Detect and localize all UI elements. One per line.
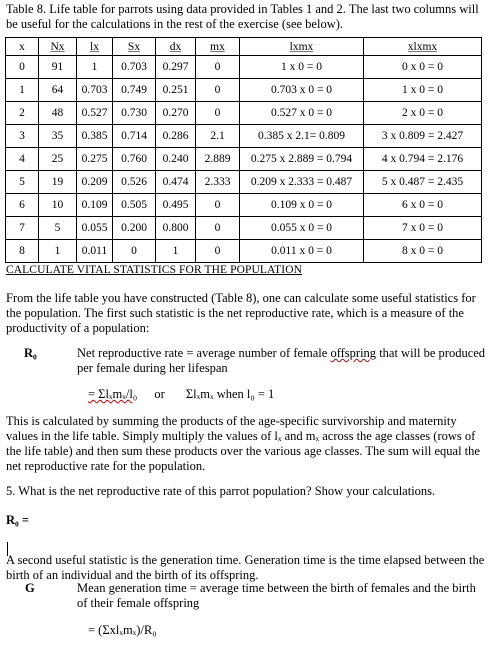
intro-paragraph: From the life table you have constructed (Table 8), one can calculate some useful statistics for the population. The first such statistic is the net reproductive rate, which is a measure of the productivity of a population: <box>6 291 476 335</box>
table-cell: 0.200 <box>113 217 156 240</box>
table-cell: 0.251 <box>156 79 196 102</box>
table-cell: 0.527 <box>77 102 113 125</box>
table-row <box>6 56 482 79</box>
table-cell: 1 <box>156 240 196 263</box>
table-cell: 5 x 0.487 = 2.435 <box>364 171 482 194</box>
table-row <box>6 240 482 263</box>
g-definition: Mean generation time = average time between the birth of females and the birth of their female offspring <box>77 581 476 610</box>
table-cell: 0 <box>196 56 240 79</box>
table-cell: 3 x 0.809 = 2.427 <box>364 125 482 148</box>
table-cell: 1 <box>39 240 77 263</box>
table-cell: 0.055 x 0 = 0 <box>240 217 364 240</box>
table-cell: 7 <box>6 217 39 240</box>
r0-formula-or: or <box>154 387 165 401</box>
r0-definition-text-a: Net reproductive rate = average number of female <box>77 346 331 360</box>
header-label: Nx <box>50 40 65 53</box>
table-cell: 0.209 <box>77 171 113 194</box>
table-cell: 0.385 <box>77 125 113 148</box>
table-row <box>6 194 482 217</box>
table-cell: 0.714 <box>113 125 156 148</box>
header-cell <box>6 38 39 56</box>
table-cell: 1 <box>6 79 39 102</box>
table-row <box>6 125 482 148</box>
table-row <box>6 148 482 171</box>
table-cell: 19 <box>39 171 77 194</box>
table-cell: 0.474 <box>156 171 196 194</box>
r0-definition-text-c: that will be produced per female during her lifespan <box>77 346 486 375</box>
header-cell <box>77 38 113 56</box>
question-5: 5. What is the net reproductive rate of this parrot population? Show your calculations. <box>6 484 436 498</box>
table-cell: 5 <box>39 217 77 240</box>
g-label: G <box>25 581 35 595</box>
table-cell: 0 <box>196 79 240 102</box>
table-cell: 0.703 x 0 = 0 <box>240 79 364 102</box>
header-label: dx <box>169 40 182 53</box>
table-cell: 0.297 <box>156 56 196 79</box>
table-cell: 0.495 <box>156 194 196 217</box>
table-cell: 1 x 0 = 0 <box>240 56 364 79</box>
table-cell: 0.055 <box>77 217 113 240</box>
table-row <box>6 171 482 194</box>
table-row <box>6 79 482 102</box>
r0-definition-offspring: offspring <box>330 346 377 360</box>
table-cell: 0.011 <box>77 240 113 263</box>
header-label: xlxmx <box>407 40 438 53</box>
header-cell <box>196 38 240 56</box>
table-cell: 1 x 0 = 0 <box>364 79 482 102</box>
header-label: mx <box>210 40 225 53</box>
table-cell: 0 <box>196 194 240 217</box>
table-cell: 7 x 0 = 0 <box>364 217 482 240</box>
header-label: Sx <box>127 40 141 53</box>
table-cell: 2 <box>6 102 39 125</box>
table-cell: 2.889 <box>196 148 240 171</box>
table-header-row <box>6 38 482 56</box>
life-table <box>5 37 482 263</box>
table-cell: 0 <box>196 240 240 263</box>
table-cell: 0.109 <box>77 194 113 217</box>
table-cell: 4 <box>6 148 39 171</box>
table-cell: 0 <box>196 217 240 240</box>
table-cell: 6 <box>6 194 39 217</box>
table-cell: 0 x 0 = 0 <box>364 56 482 79</box>
section-title: CALCULATE VITAL STATISTICS FOR THE POPULATION <box>6 264 303 276</box>
table-cell: 48 <box>39 102 77 125</box>
table-cell: 0.275 x 2.889 = 0.794 <box>240 148 364 171</box>
r0-formula-a: = Σlₓmₓ/l₀ <box>88 387 138 401</box>
table-cell: 0.703 <box>77 79 113 102</box>
table-caption: Table 8. Life table for parrots using data provided in Tables 1 and 2. The last two columns will be useful for the calculations in the rest of the exercise (see below). <box>6 2 479 31</box>
table-cell: 8 <box>6 240 39 263</box>
table-cell: 0.730 <box>113 102 156 125</box>
table-cell: 0.286 <box>156 125 196 148</box>
table-cell: 91 <box>39 56 77 79</box>
r0-formula-b: Σlₓmₓ when l₀ = 1 <box>185 387 275 401</box>
table-cell: 6 x 0 = 0 <box>364 194 482 217</box>
header-label: lx <box>90 40 99 53</box>
header-cell <box>364 38 482 56</box>
table-cell: 25 <box>39 148 77 171</box>
table-cell: 0.270 <box>156 102 196 125</box>
g-formula: = (Σxlₓmₓ)/R₀ <box>88 623 157 637</box>
table-cell: 64 <box>39 79 77 102</box>
table-cell: 0 <box>196 102 240 125</box>
table-cell: 0.275 <box>77 148 113 171</box>
table-cell: 0.505 <box>113 194 156 217</box>
table-cell: 0.749 <box>113 79 156 102</box>
explanation-paragraph: This is calculated by summing the products of the age-specific survivorship and maternity values in the life table. Simply multiply the values of lₓ and mₓ across the age classes (rows of the life table) and then sum these products over the various age classes. The sum will equal the net reproductive rate for the population. <box>6 414 480 473</box>
table-cell: 0 <box>6 56 39 79</box>
table-row <box>6 217 482 240</box>
header-label: x <box>19 40 25 53</box>
table-cell: 0.385 x 2.1= 0.809 <box>240 125 364 148</box>
table-cell: 0.109 x 0 = 0 <box>240 194 364 217</box>
table-cell: 2 x 0 = 0 <box>364 102 482 125</box>
r0-definition <box>77 346 487 376</box>
table-cell: 1 <box>77 56 113 79</box>
table-cell: 0 <box>113 240 156 263</box>
table-cell: 4 x 0.794 = 2.176 <box>364 148 482 171</box>
table-cell: 5 <box>6 171 39 194</box>
table-cell: 3 <box>6 125 39 148</box>
answer-label: R₀ = <box>6 513 30 527</box>
header-cell <box>113 38 156 56</box>
table-cell: 0.800 <box>156 217 196 240</box>
table-cell: 10 <box>39 194 77 217</box>
header-cell <box>39 38 77 56</box>
table-cell: 0.011 x 0 = 0 <box>240 240 364 263</box>
table-cell: 0.527 x 0 = 0 <box>240 102 364 125</box>
table-cell: 8 x 0 = 0 <box>364 240 482 263</box>
header-cell <box>240 38 364 56</box>
table-row <box>6 102 482 125</box>
table-cell: 0.760 <box>113 148 156 171</box>
r0-formula <box>88 387 274 402</box>
table-cell: 35 <box>39 125 77 148</box>
table-cell: 0.240 <box>156 148 196 171</box>
table-cell: 2.1 <box>196 125 240 148</box>
table-cell: 0.209 x 2.333 = 0.487 <box>240 171 364 194</box>
generation-time-paragraph: A second useful statistic is the generation time. Generation time is the time elapsed between the birth of an individual and the birth of its offspring. <box>6 553 485 582</box>
table-cell: 2.333 <box>196 171 240 194</box>
table-cell: 0.526 <box>113 171 156 194</box>
header-label: lxmx <box>289 40 314 53</box>
header-cell <box>156 38 196 56</box>
table-cell: 0.703 <box>113 56 156 79</box>
r0-label: R₀ <box>24 346 37 360</box>
